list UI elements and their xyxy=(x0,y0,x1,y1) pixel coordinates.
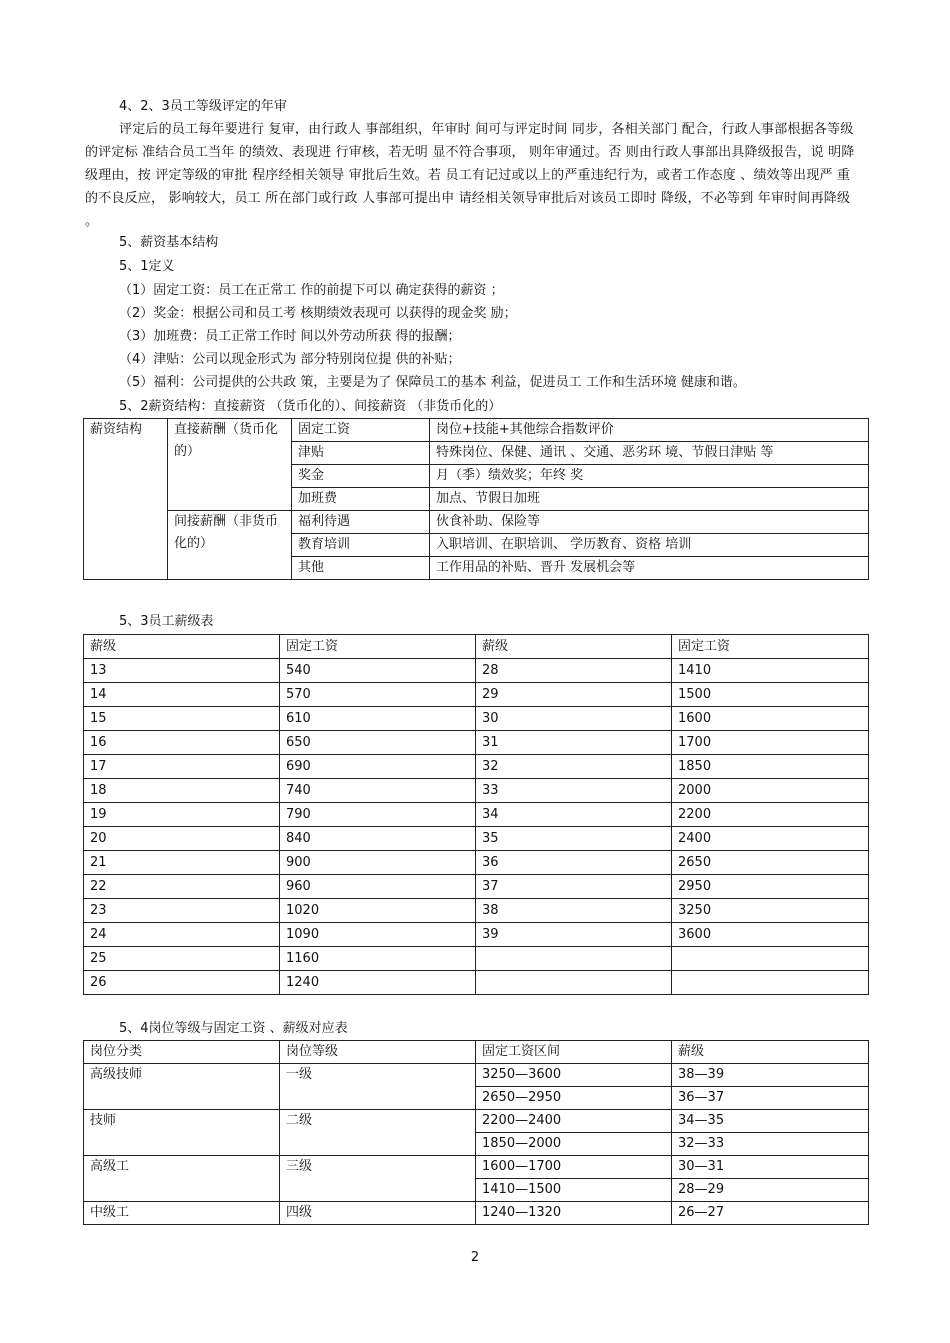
table-cell: 1160 xyxy=(280,947,476,971)
definition-item: （2）奖金：根据公司和员工考 核期绩效表现可 以获得的现金奖 励； xyxy=(119,306,517,321)
indirect-pay-cell: 间接薪酬（非货币化的） xyxy=(168,511,292,580)
table-row xyxy=(84,827,869,851)
table-cell: 18 xyxy=(84,779,280,803)
table-row xyxy=(84,851,869,875)
table-cell: 工作用品的补贴、晋升 发展机会等 xyxy=(430,557,869,580)
table-cell: 21 xyxy=(84,851,280,875)
table-row xyxy=(84,1202,869,1225)
table-header-row xyxy=(84,635,869,659)
table-cell: 38—39 xyxy=(672,1064,869,1087)
column-header: 薪级 xyxy=(84,635,280,659)
table-row xyxy=(84,707,869,731)
category-cell: 中级工 xyxy=(84,1202,280,1225)
definition-item: （1）固定工资：员工在正常工 作的前提下可以 确定获得的薪资 ； xyxy=(119,283,504,298)
table-cell: 34—35 xyxy=(672,1110,869,1133)
heading-salary-grade-table: 5、3员工薪级表 xyxy=(119,614,214,629)
table-cell: 19 xyxy=(84,803,280,827)
column-header: 薪级 xyxy=(476,635,672,659)
table-cell: 30—31 xyxy=(672,1156,869,1179)
column-header: 固定工资 xyxy=(672,635,869,659)
table-row xyxy=(84,803,869,827)
table-cell: 1090 xyxy=(280,923,476,947)
table-cell: 20 xyxy=(84,827,280,851)
category-cell: 技师 xyxy=(84,1110,280,1156)
table-cell: 加班费 xyxy=(292,488,430,511)
table-cell: 奖金 xyxy=(292,465,430,488)
column-header: 固定工资区间 xyxy=(476,1041,672,1064)
table-cell: 25 xyxy=(84,947,280,971)
table-row xyxy=(84,875,869,899)
salary-structure-table xyxy=(83,418,869,580)
table-cell: 2400 xyxy=(672,827,869,851)
table-row xyxy=(84,947,869,971)
table-cell: 650 xyxy=(280,731,476,755)
table-cell: 其他 xyxy=(292,557,430,580)
table-cell: 24 xyxy=(84,923,280,947)
table-cell: 28 xyxy=(476,659,672,683)
table-cell: 1600 xyxy=(672,707,869,731)
heading-position-table: 5、4岗位等级与固定工资 、薪级对应表 xyxy=(119,1021,348,1036)
table-cell: 16 xyxy=(84,731,280,755)
category-cell: 高级技师 xyxy=(84,1064,280,1110)
table-cell: 740 xyxy=(280,779,476,803)
table-cell: 22 xyxy=(84,875,280,899)
table-cell xyxy=(672,971,869,995)
definition-item: （4）津贴：公司以现金形式为 部分特别岗位提 供的补贴； xyxy=(119,352,461,367)
table-cell: 津贴 xyxy=(292,442,430,465)
table-cell: 岗位+技能+其他综合指数评价 xyxy=(430,419,869,442)
table-cell: 2650—2950 xyxy=(476,1087,672,1110)
table-cell: 26—27 xyxy=(672,1202,869,1225)
table-cell: 31 xyxy=(476,731,672,755)
table-row xyxy=(84,511,869,534)
table-cell: 1850—2000 xyxy=(476,1133,672,1156)
table-cell: 23 xyxy=(84,899,280,923)
table-row xyxy=(84,779,869,803)
table-cell: 37 xyxy=(476,875,672,899)
table-header-row xyxy=(84,1041,869,1064)
table-cell: 35 xyxy=(476,827,672,851)
table-cell: 790 xyxy=(280,803,476,827)
heading-definitions: 5、1定义 xyxy=(119,259,175,274)
column-header: 岗位分类 xyxy=(84,1041,280,1064)
table-cell xyxy=(672,947,869,971)
table-row xyxy=(84,755,869,779)
table-cell: 伙食补助、保险等 xyxy=(430,511,869,534)
table-cell: 2950 xyxy=(672,875,869,899)
table-cell: 36—37 xyxy=(672,1087,869,1110)
table-cell: 15 xyxy=(84,707,280,731)
definition-item: （3）加班费：员工正常工作时 间以外劳动所获 得的报酬； xyxy=(119,329,461,344)
table-cell: 特殊岗位、保健、通讯 、交通、恶劣环 境、节假日津贴 等 xyxy=(430,442,869,465)
column-header: 固定工资 xyxy=(280,635,476,659)
heading-structure-table: 5、2薪资结构：直接薪资 （货币化的）、间接薪资 （非货币化的） xyxy=(119,399,502,414)
table-cell: 32 xyxy=(476,755,672,779)
table-row xyxy=(84,1156,869,1179)
table-cell: 教育培训 xyxy=(292,534,430,557)
structure-label-cell: 薪资结构 xyxy=(84,419,168,580)
table-row xyxy=(84,419,869,442)
salary-grade-table xyxy=(83,634,869,995)
table-cell: 1020 xyxy=(280,899,476,923)
table-cell: 1240 xyxy=(280,971,476,995)
table-row xyxy=(84,923,869,947)
table-cell: 540 xyxy=(280,659,476,683)
level-cell: 二级 xyxy=(280,1110,476,1156)
column-header: 岗位等级 xyxy=(280,1041,476,1064)
table-cell: 2650 xyxy=(672,851,869,875)
table-cell: 570 xyxy=(280,683,476,707)
table-row xyxy=(84,971,869,995)
table-cell: 1410—1500 xyxy=(476,1179,672,1202)
table-cell: 17 xyxy=(84,755,280,779)
page-number: 2 xyxy=(470,1250,480,1265)
column-header: 薪级 xyxy=(672,1041,869,1064)
table-row xyxy=(84,659,869,683)
heading-annual-review: 4、2、3员工等级评定的年审 xyxy=(119,99,287,114)
table-cell: 入职培训、在职培训、 学历教育、资格 培训 xyxy=(430,534,869,557)
table-cell xyxy=(476,947,672,971)
table-cell: 1700 xyxy=(672,731,869,755)
heading-salary-structure: 5、薪资基本结构 xyxy=(119,235,219,250)
definition-item: （5）福利：公司提供的公共政 策，主要是为了 保障员工的基本 利益，促进员工 工作和生活环境 健康和谐。 xyxy=(119,375,746,390)
table-cell: 1850 xyxy=(672,755,869,779)
table-cell: 3250 xyxy=(672,899,869,923)
table-cell: 38 xyxy=(476,899,672,923)
position-grade-table xyxy=(83,1040,869,1225)
table-cell: 14 xyxy=(84,683,280,707)
table-cell: 2200—2400 xyxy=(476,1110,672,1133)
table-cell: 固定工资 xyxy=(292,419,430,442)
table-cell: 13 xyxy=(84,659,280,683)
table-cell: 30 xyxy=(476,707,672,731)
table-cell: 690 xyxy=(280,755,476,779)
paragraph-annual-review: 评定后的员工每年要进行 复审，由行政人 事部组织，年审时 间可与评定时间 同步，各相关部门 配合，行政人事部根据各等级的评定标 准结合员工当年 的绩效、表现进 行审核，若无明 显不符合事项， 则年审通过。否 则由行政人事部出具降级报告，说 明降级理由，按 评定等级的审批 程序经相关领导 审批后生效。若 员工有记过或以上的严重违纪行为，或者工作态度 、绩效等出现严 重的不良反应， 影响较大，员工 所在部门或行政 人事部可提出申 请经相关领导审批后对该员工即时 降级，不必等到 年审时间再降级 。 xyxy=(85,122,855,229)
table-cell: 610 xyxy=(280,707,476,731)
table-row xyxy=(84,1064,869,1087)
table-cell: 加点、节假日加班 xyxy=(430,488,869,511)
table-cell xyxy=(476,971,672,995)
direct-pay-cell: 直接薪酬（货币化的） xyxy=(168,419,292,511)
table-cell: 32—33 xyxy=(672,1133,869,1156)
category-cell: 高级工 xyxy=(84,1156,280,1202)
table-cell: 28—29 xyxy=(672,1179,869,1202)
level-cell: 一级 xyxy=(280,1064,476,1110)
table-cell: 960 xyxy=(280,875,476,899)
table-cell: 3600 xyxy=(672,923,869,947)
table-cell: 3250—3600 xyxy=(476,1064,672,1087)
table-cell: 840 xyxy=(280,827,476,851)
table-cell: 36 xyxy=(476,851,672,875)
table-row xyxy=(84,1110,869,1133)
table-cell: 月（季）绩效奖；年终 奖 xyxy=(430,465,869,488)
table-cell: 26 xyxy=(84,971,280,995)
table-cell: 1500 xyxy=(672,683,869,707)
table-row xyxy=(84,899,869,923)
table-cell: 1410 xyxy=(672,659,869,683)
table-cell: 福利待遇 xyxy=(292,511,430,534)
table-cell: 1600—1700 xyxy=(476,1156,672,1179)
table-cell: 2200 xyxy=(672,803,869,827)
table-cell: 29 xyxy=(476,683,672,707)
table-cell: 33 xyxy=(476,779,672,803)
table-cell: 900 xyxy=(280,851,476,875)
table-cell: 34 xyxy=(476,803,672,827)
table-cell: 1240—1320 xyxy=(476,1202,672,1225)
table-row xyxy=(84,731,869,755)
level-cell: 三级 xyxy=(280,1156,476,1202)
table-cell: 2000 xyxy=(672,779,869,803)
table-row xyxy=(84,683,869,707)
table-cell: 39 xyxy=(476,923,672,947)
level-cell: 四级 xyxy=(280,1202,476,1225)
